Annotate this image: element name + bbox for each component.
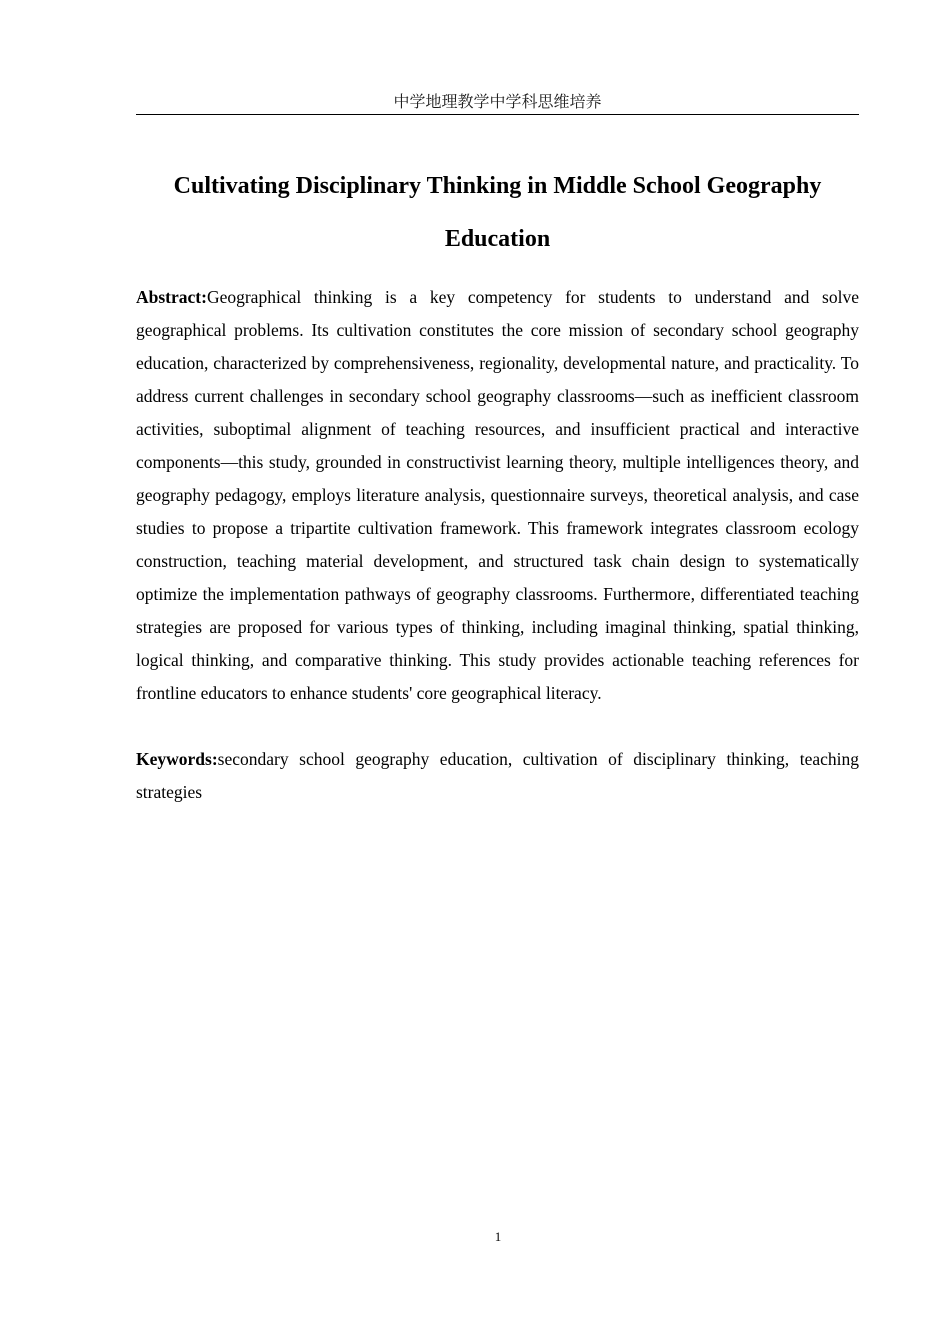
keywords-paragraph [136, 743, 859, 809]
keywords-label: Keywords: [136, 749, 218, 769]
page-number: 1 [494, 1229, 502, 1244]
abstract-label: Abstract: [136, 287, 207, 307]
abstract-paragraph [136, 281, 859, 710]
running-header: 中学地理教学中学科思维培养 [136, 92, 859, 115]
keywords-text: secondary school geography education, cultivation of disciplinary thinking, teaching strategies [136, 749, 859, 802]
paper-title: Cultivating Disciplinary Thinking in Middle School Geography Education [173, 173, 822, 252]
abstract-text: Geographical thinking is a key competency for students to understand and solve geographical problems. Its cultivation constitutes the core mission of secondary school geography education, characterized by comprehensiveness, regionality, developmental nature, and practicality. To address current challenges in secondary school geography classrooms—such as inefficient classroom activities, suboptimal alignment of teaching resources, and insufficient practical and interactive components—this study, grounded in constructivist learning theory, multiple intelligences theory, and geography pedagogy, employs literature analysis, questionnaire surveys, theoretical analysis, and case studies to propose a tripartite cultivation framework. This framework integrates classroom ecology construction, teaching material development, and structured task chain design to systematically optimize the implementation pathways of geography classrooms. Furthermore, differentiated teaching strategies are proposed for various types of thinking, including imaginal thinking, spatial thinking, logical thinking, and comparative thinking. This study provides actionable teaching references for frontline educators to enhance students' core geographical literacy. [136, 287, 859, 703]
